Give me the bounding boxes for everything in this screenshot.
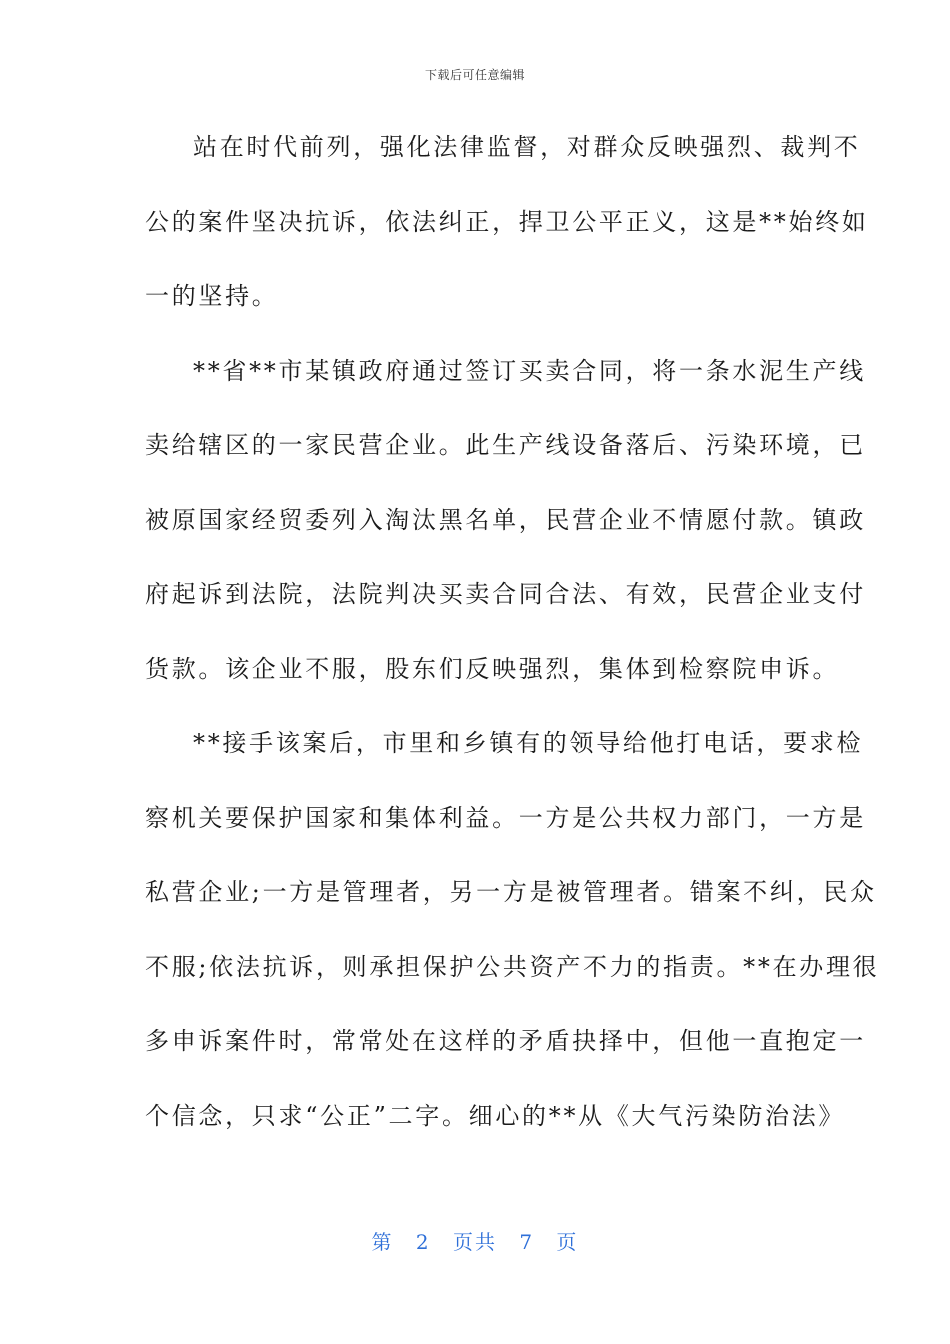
text-line: 卖给辖区的一家民营企业。此生产线设备落后、污染环境，已 bbox=[145, 431, 866, 459]
text-line: **接手该案后，市里和乡镇有的领导给他打电话，要求检 bbox=[193, 729, 864, 757]
text-line: **省**市某镇政府通过签订买卖合同，将一条水泥生产线 bbox=[193, 356, 866, 385]
document-body bbox=[145, 119, 880, 1162]
text-line: 站在时代前列，强化法律监督，对群众反映强烈、裁判不 bbox=[193, 133, 861, 161]
text-line: 被原国家经贸委列入淘汰黑名单，民营企业不情愿付款。镇政 bbox=[145, 505, 866, 534]
page-header: 下载后可任意编辑 bbox=[424, 68, 525, 82]
text-line: 多申诉案件时，常常处在这样的矛盾抉择中，但他一直抱定一 bbox=[145, 1027, 866, 1055]
text-line: 公的案件坚决抗诉，依法纠正，捍卫公平正义，这是**始终如 bbox=[145, 207, 869, 236]
text-line: 货款。该企业不服，股东们反映强烈，集体到检察院申诉。 bbox=[145, 654, 840, 683]
page-number-footer: 第 2 页共 7 页 bbox=[371, 1230, 579, 1254]
text-line: 不服;依法抗诉，则承担保护公共资产不力的指责。**在办理很 bbox=[145, 952, 880, 981]
text-line: 私营企业;一方是管理者，另一方是被管理者。错案不纠，民众 bbox=[145, 878, 877, 906]
text-line: 个信念，只求“公正”二字。细心的**从《大气污染防治法》 bbox=[145, 1101, 846, 1130]
text-line: 府起诉到法院，法院判决买卖合同合法、有效，民营企业支付 bbox=[145, 580, 866, 608]
text-line: 察机关要保护国家和集体利益。一方是公共权力部门，一方是 bbox=[145, 803, 866, 832]
text-line: 一的坚持。 bbox=[145, 282, 279, 310]
